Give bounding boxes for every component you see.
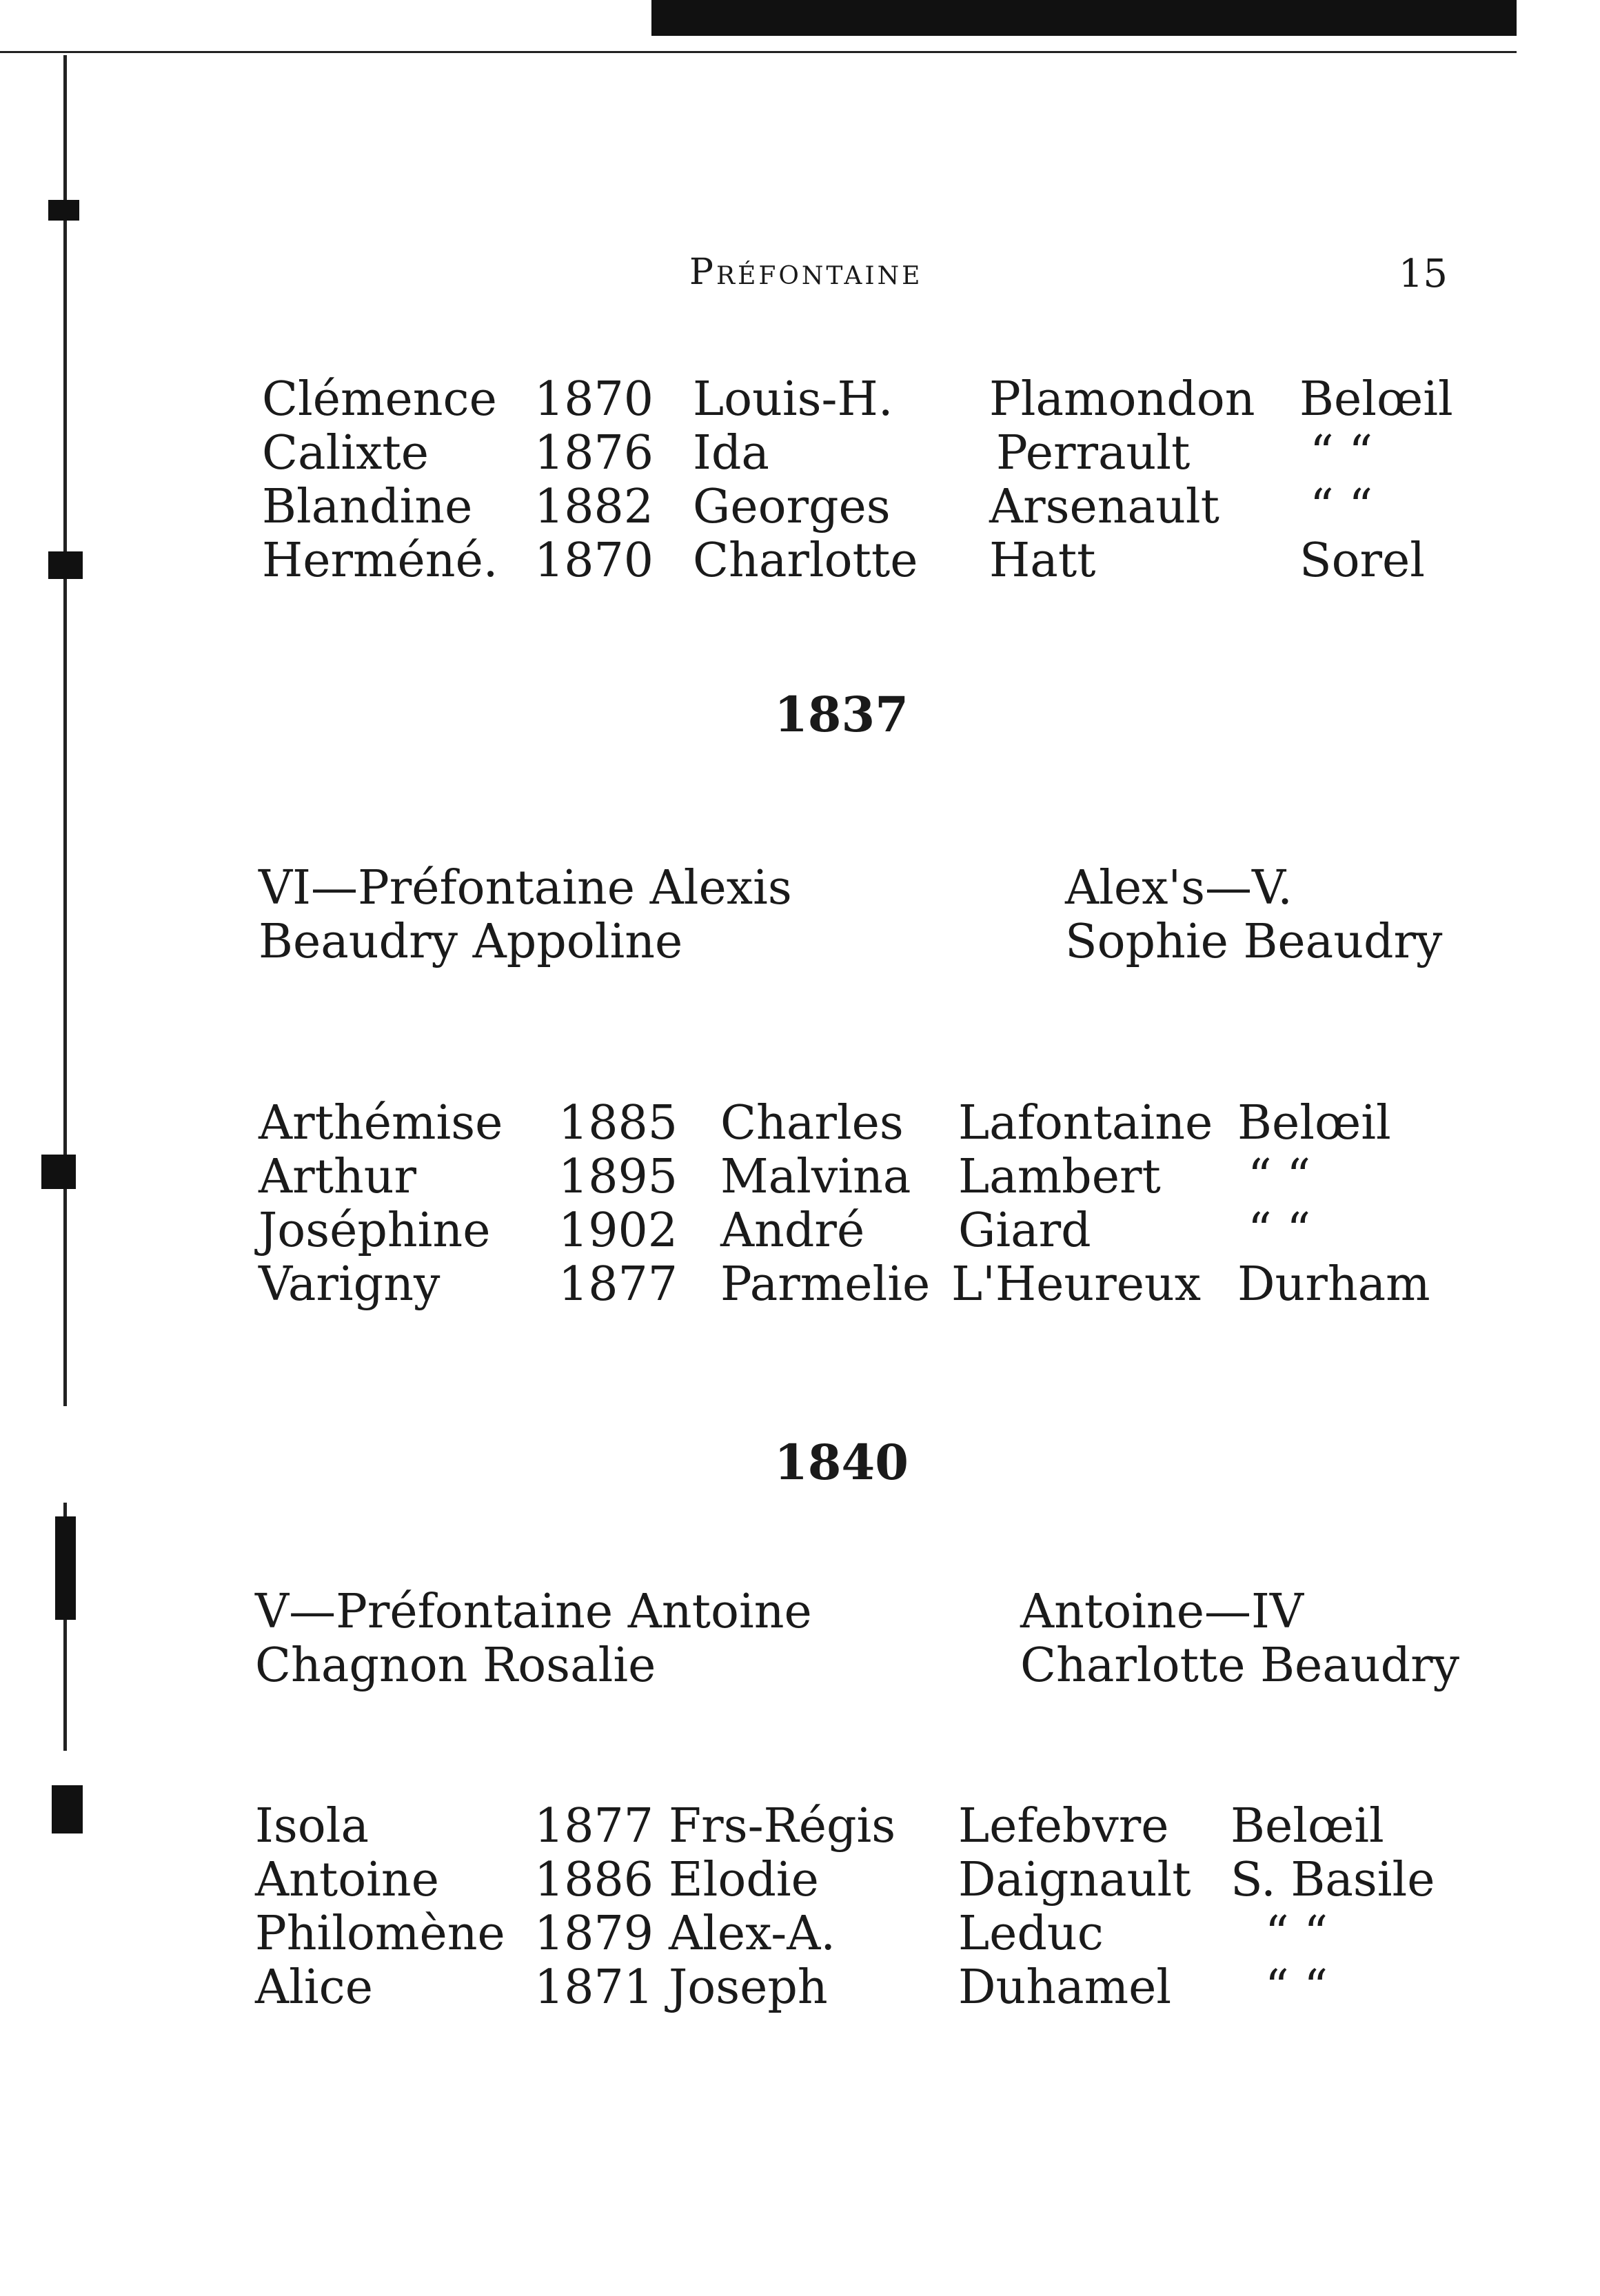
marriage-year: 1902 (558, 1203, 678, 1258)
child-name: Isola (255, 1799, 369, 1853)
parish: “ “ (1265, 1907, 1328, 1961)
spouse-last-name: Perrault (996, 426, 1191, 480)
year-heading-text: 1840 (774, 1434, 909, 1491)
parish: Belœil (1299, 372, 1453, 427)
father-line: Antoine—IV (1020, 1585, 1304, 1639)
parish: “ “ (1310, 480, 1373, 534)
marriage-year: 1870 (534, 372, 654, 427)
spouse-first-name: Georges (693, 480, 891, 534)
spouse-last-name: Lafontaine (958, 1096, 1213, 1150)
page-number: 15 (1398, 252, 1448, 296)
table-row (259, 1203, 1458, 1259)
child-name: Arthur (259, 1150, 417, 1204)
parish: Sorel (1299, 534, 1426, 588)
marriage-year: 1876 (534, 426, 654, 480)
spouse-last-name: L'Heureux (951, 1257, 1202, 1312)
scan-blot (55, 1516, 76, 1620)
spouse-first-name: Malvina (720, 1150, 911, 1204)
wife-line: Beaudry Appoline (259, 915, 683, 969)
child-name: Blandine (262, 480, 473, 534)
spouse-first-name: Frs-Régis (669, 1799, 896, 1853)
spouse-first-name: Joseph (669, 1960, 828, 2015)
scan-blot (48, 551, 83, 579)
parish: “ “ (1265, 1960, 1328, 2015)
child-name: Clémence (262, 372, 497, 427)
spouse-first-name: Alex-A. (669, 1907, 836, 1961)
spouse-last-name: Daignault (958, 1853, 1191, 1907)
spouse-last-name: Duhamel (958, 1960, 1172, 2015)
marriage-year: 1870 (534, 534, 654, 588)
spouse-last-name: Giard (958, 1203, 1091, 1258)
scan-edge-bar (651, 0, 1517, 36)
table-row (262, 426, 1455, 481)
spouse-last-name: Leduc (958, 1907, 1104, 1961)
marriage-year: 1877 (558, 1257, 678, 1312)
table-row (255, 1907, 1458, 1962)
parish: “ “ (1248, 1150, 1311, 1204)
parents-reference (1020, 1585, 1459, 1693)
parish: S. Basile (1231, 1853, 1435, 1907)
spouse-last-name: Hatt (989, 534, 1096, 588)
spouse-last-name: Arsenault (989, 480, 1219, 534)
marriage-year: 1885 (558, 1096, 678, 1150)
child-name: Herméné. (262, 534, 498, 588)
child-name: Philomène (255, 1907, 505, 1961)
family-header (259, 862, 1458, 972)
spouse-first-name: Charles (720, 1096, 904, 1150)
marriage-year: 1879 (534, 1907, 654, 1961)
spouse-last-name: Lefebvre (958, 1799, 1169, 1853)
husband-line: V—Préfontaine Antoine (255, 1585, 812, 1639)
parish: Belœil (1237, 1096, 1391, 1150)
marriage-year: 1871 (534, 1960, 654, 2015)
spouse-first-name: Parmelie (720, 1257, 931, 1312)
page-header (689, 252, 1448, 307)
parish: Durham (1237, 1257, 1430, 1312)
mother-line: Sophie Beaudry (1065, 915, 1443, 969)
table-row (262, 372, 1455, 427)
parish: “ “ (1248, 1203, 1311, 1258)
table-row (262, 480, 1455, 535)
parish: “ “ (1310, 426, 1373, 480)
spouse-first-name: André (720, 1203, 865, 1258)
mother-line: Charlotte Beaudry (1020, 1638, 1460, 1693)
spouse-last-name: Lambert (958, 1150, 1161, 1204)
spouse-first-name: Louis-H. (693, 372, 893, 427)
table-row (259, 1096, 1458, 1151)
parish: Belœil (1231, 1799, 1384, 1853)
marriage-year: 1877 (534, 1799, 654, 1853)
family-header (255, 1585, 1458, 1696)
running-title: Préfontaine (689, 252, 923, 293)
scan-blot (52, 1785, 83, 1833)
spouse-first-name: Charlotte (693, 534, 918, 588)
child-name: Arthémise (259, 1096, 503, 1150)
child-name: Alice (255, 1960, 373, 2015)
table-row (259, 1257, 1458, 1312)
husband-line: VI—Préfontaine Alexis (259, 861, 792, 915)
spouse-first-name: Elodie (669, 1853, 819, 1907)
year-heading (0, 1434, 1600, 1491)
marriage-year: 1895 (558, 1150, 678, 1204)
marriage-year: 1886 (534, 1853, 654, 1907)
table-row (255, 1799, 1458, 1854)
year-heading-text: 1837 (774, 686, 909, 743)
parents-reference (1065, 862, 1442, 969)
year-heading (0, 686, 1600, 743)
spouse-first-name: Ida (693, 426, 769, 480)
child-name: Calixte (262, 426, 429, 480)
scan-blot (48, 200, 79, 221)
couple-names (255, 1585, 812, 1693)
scan-blot (41, 1155, 76, 1189)
couple-names (259, 862, 792, 969)
table-row (259, 1150, 1458, 1205)
table-row (255, 1960, 1458, 2015)
spouse-last-name: Plamondon (989, 372, 1255, 427)
scan-top-rule (0, 51, 1517, 53)
father-line: Alex's—V. (1065, 861, 1293, 915)
table-row (255, 1853, 1458, 1908)
table-row (262, 534, 1455, 589)
child-name: Varigny (259, 1257, 440, 1312)
marriage-year: 1882 (534, 480, 654, 534)
child-name: Antoine (255, 1853, 439, 1907)
wife-line: Chagnon Rosalie (255, 1638, 656, 1693)
child-name: Joséphine (259, 1203, 491, 1258)
